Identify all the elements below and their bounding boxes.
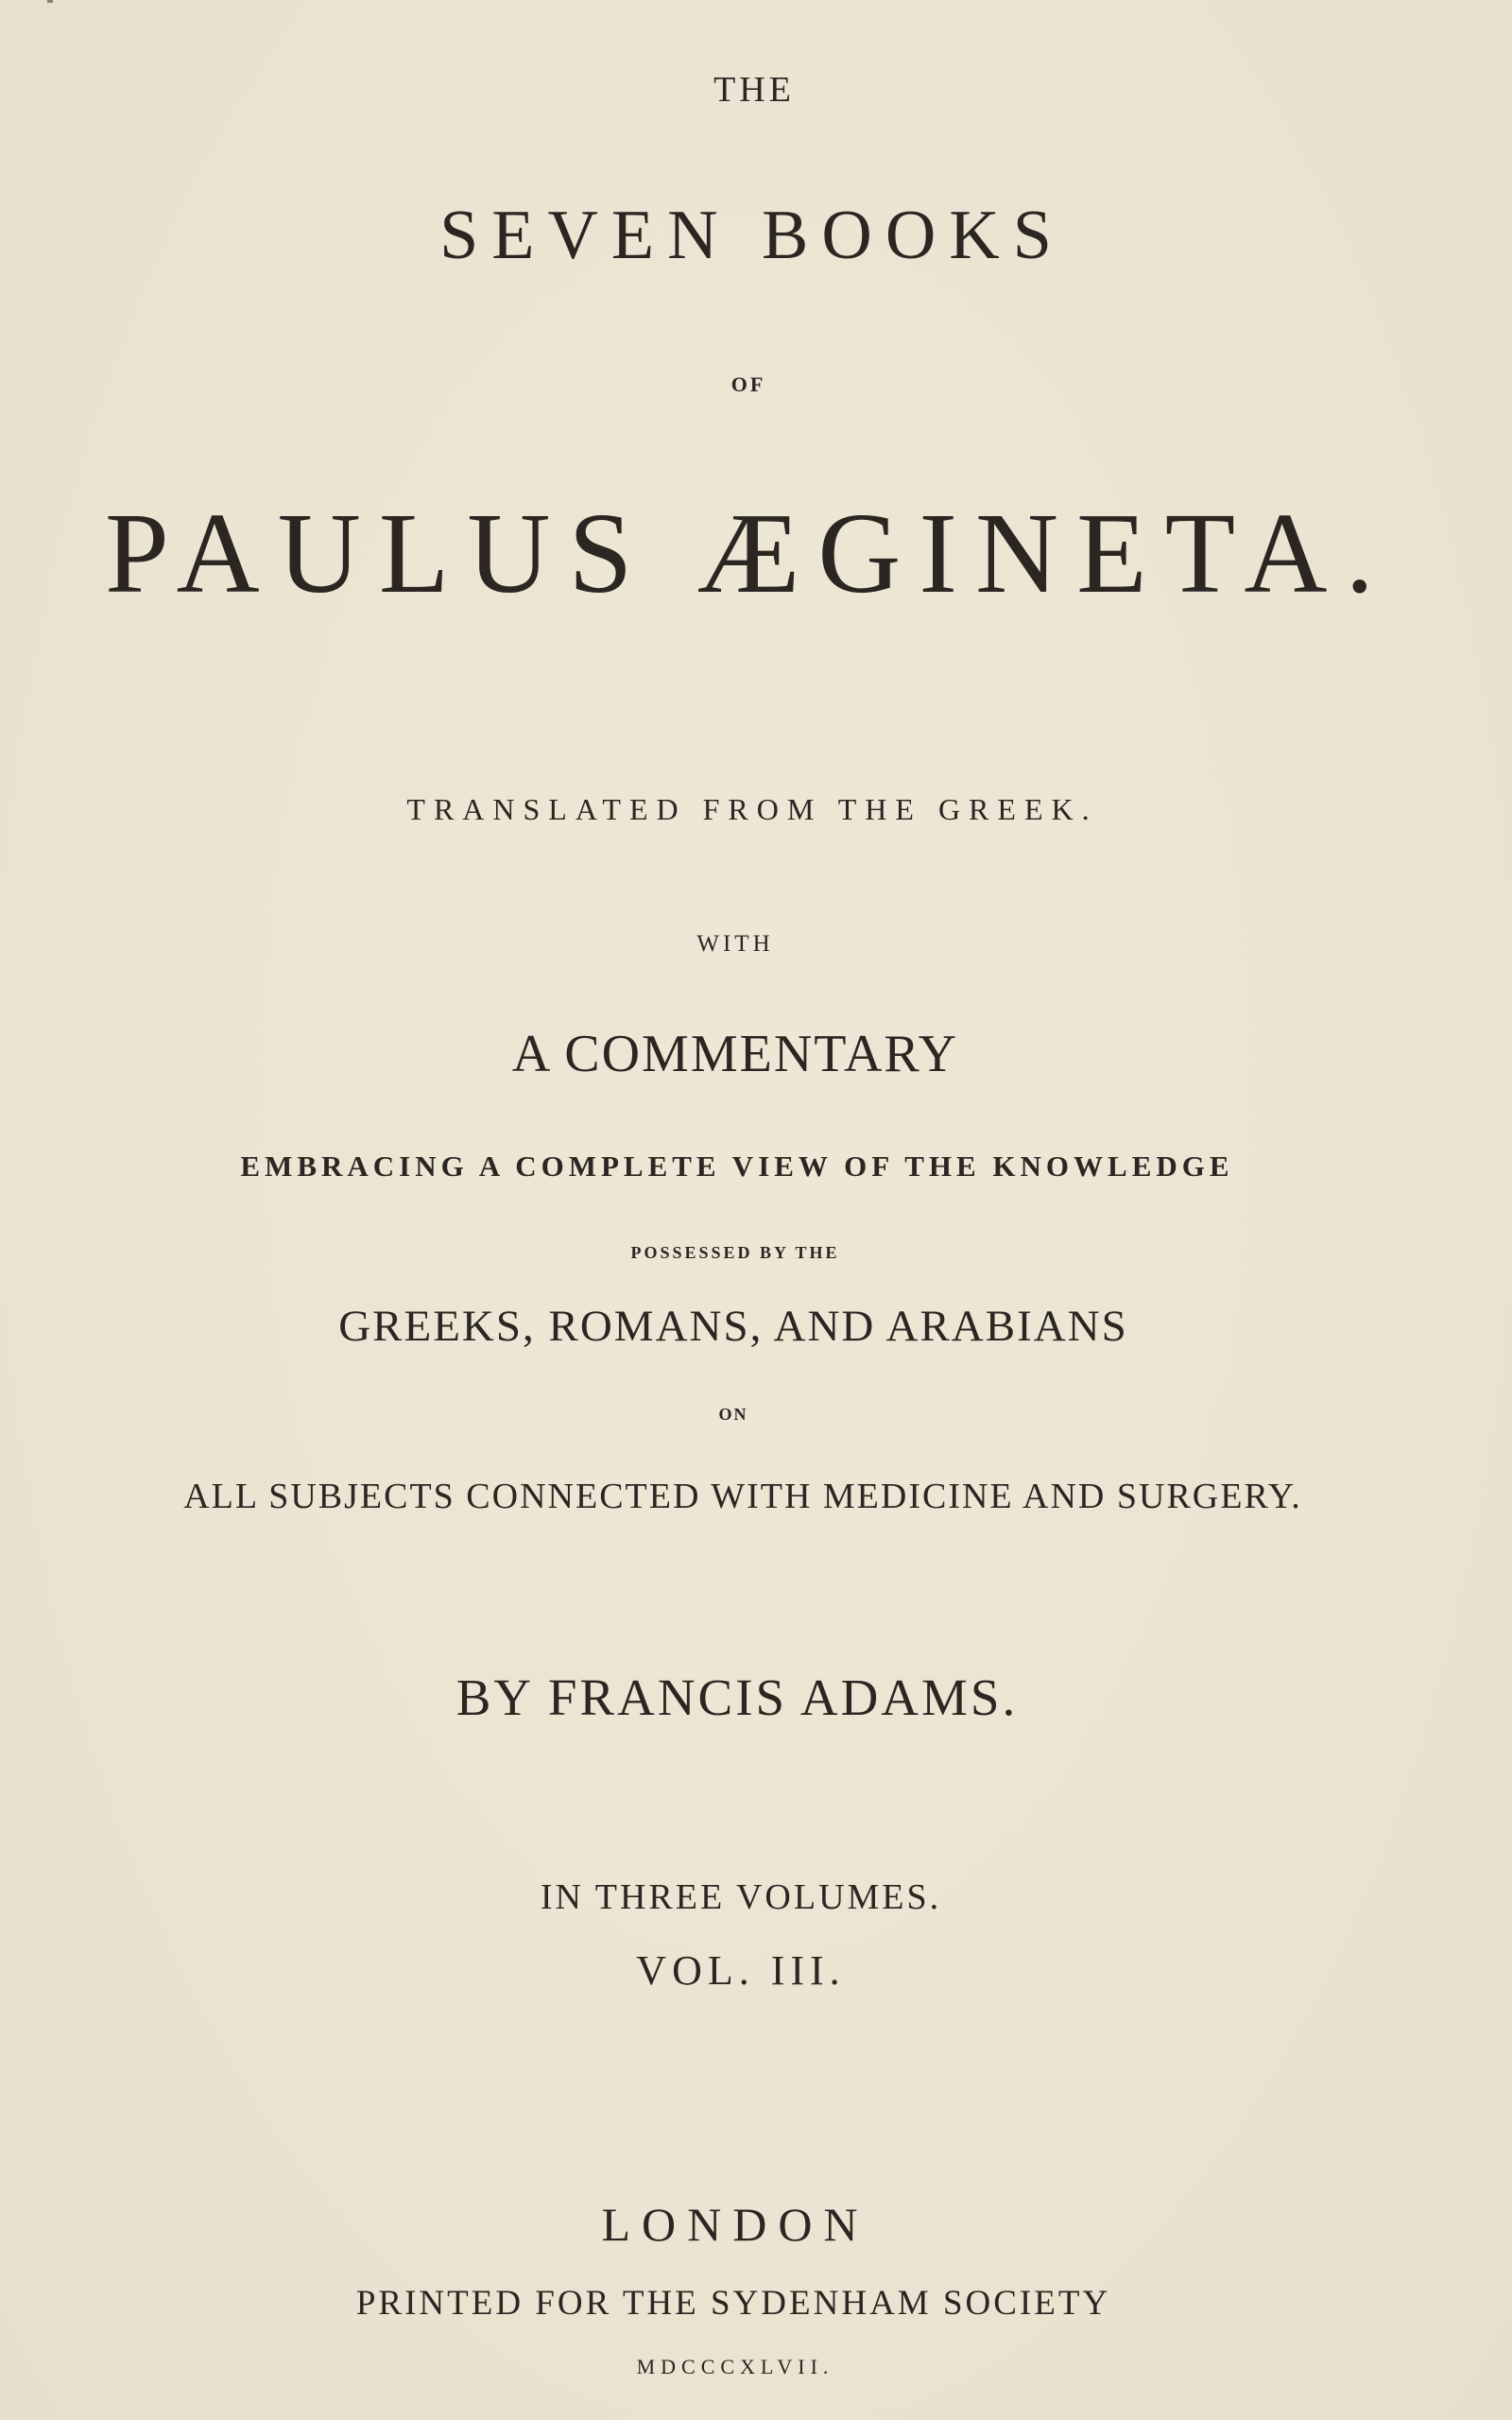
imprint-date: MDCCCXLVII. — [636, 2355, 834, 2378]
with-line: WITH — [696, 931, 774, 957]
author-name: PAULUS ÆGINETA. — [104, 490, 1393, 617]
heading-seven-books: SEVEN BOOKS — [439, 197, 1065, 274]
possessed-line: POSSESSED BY THE — [630, 1243, 840, 1262]
subjects-line: ALL SUBJECTS CONNECTED WITH MEDICINE AND SURGERY. — [183, 1477, 1302, 1516]
heading-of: OF — [730, 372, 766, 396]
translated-line: TRANSLATED FROM THE GREEK. — [406, 792, 1098, 826]
imprint-printer: PRINTED FOR THE SYDENHAM SOCIETY — [355, 2284, 1111, 2323]
volume-number: VOL. III. — [636, 1947, 846, 1994]
volumes-line: IN THREE VOLUMES. — [540, 1877, 942, 1917]
embracing-line: EMBRACING A COMPLETE VIEW OF THE KNOWLEDGE — [240, 1150, 1234, 1183]
on-line: ON — [718, 1405, 748, 1424]
imprint-place: LONDON — [601, 2198, 869, 2251]
peoples-line: GREEKS, ROMANS, AND ARABIANS — [338, 1302, 1128, 1351]
translator-line: BY FRANCIS ADAMS. — [455, 1668, 1019, 1726]
commentary-heading: A COMMENTARY — [511, 1025, 959, 1083]
heading-the: THE — [713, 70, 795, 110]
corner-mark — [47, 0, 53, 3]
